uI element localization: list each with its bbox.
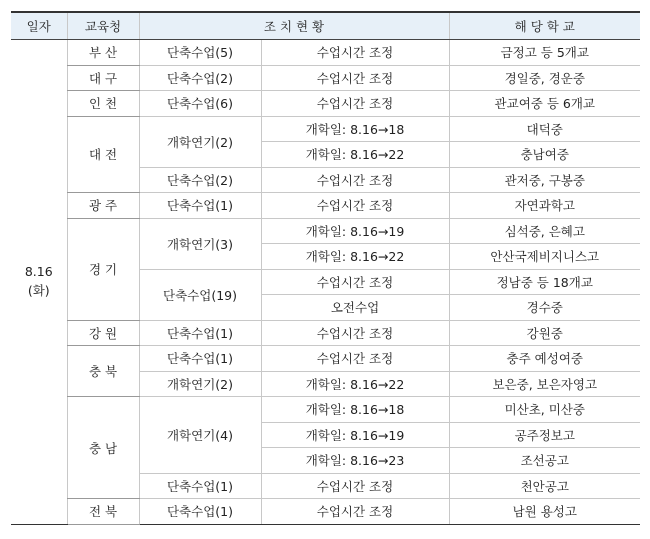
- measure-type-cell: 단축수업(1): [139, 346, 261, 372]
- region-cell: 대 전: [67, 116, 139, 193]
- measure-type-cell: 개학연기(3): [139, 218, 261, 269]
- measure-detail-cell: 개학일: 8.16→19: [261, 422, 449, 448]
- measure-type-cell: 단축수업(1): [139, 193, 261, 219]
- measure-type-cell: 개학연기(2): [139, 116, 261, 167]
- schools-cell: 충주 예성여중: [449, 346, 640, 372]
- header-office: 교육청: [67, 12, 139, 40]
- school-measures-table: [11, 11, 640, 525]
- measure-type-cell: 단축수업(2): [139, 65, 261, 91]
- region-cell: 충 남: [67, 397, 139, 499]
- measure-detail-cell: 오전수업: [261, 295, 449, 321]
- measure-type-cell: 단축수업(1): [139, 473, 261, 499]
- table-row: [11, 499, 640, 525]
- table-row: [11, 91, 640, 117]
- region-cell: 광 주: [67, 193, 139, 219]
- measure-detail-cell: 개학일: 8.16→23: [261, 448, 449, 474]
- table-row: [11, 218, 640, 244]
- measure-detail-cell: 개학일: 8.16→18: [261, 116, 449, 142]
- measure-detail-cell: 수업시간 조정: [261, 473, 449, 499]
- measure-detail-cell: 개학일: 8.16→22: [261, 142, 449, 168]
- region-cell: 강 원: [67, 320, 139, 346]
- measure-detail-cell: 개학일: 8.16→22: [261, 371, 449, 397]
- table-row: [11, 116, 640, 142]
- schools-cell: 심석중, 은혜고: [449, 218, 640, 244]
- measure-type-cell: 단축수업(5): [139, 40, 261, 66]
- schools-cell: 금정고 등 5개교: [449, 40, 640, 66]
- table-row: [11, 320, 640, 346]
- header-measures: 조 치 현 황: [139, 12, 449, 40]
- schools-cell: 강원중: [449, 320, 640, 346]
- schools-cell: 경일중, 경운중: [449, 65, 640, 91]
- table-row: [11, 65, 640, 91]
- schools-cell: 정남중 등 18개교: [449, 269, 640, 295]
- schools-cell: 남원 용성고: [449, 499, 640, 525]
- date-weekday: (화): [27, 282, 50, 298]
- schools-cell: 관교여중 등 6개교: [449, 91, 640, 117]
- measure-type-cell: 단축수업(1): [139, 320, 261, 346]
- measure-type-cell: 단축수업(19): [139, 269, 261, 320]
- measure-detail-cell: 수업시간 조정: [261, 346, 449, 372]
- measure-detail-cell: 수업시간 조정: [261, 40, 449, 66]
- header-date: 일자: [11, 12, 67, 40]
- schools-cell: 충남여중: [449, 142, 640, 168]
- schools-cell: 미산초, 미산중: [449, 397, 640, 423]
- schools-cell: 조선공고: [449, 448, 640, 474]
- measure-type-cell: 개학연기(4): [139, 397, 261, 474]
- measure-detail-cell: 개학일: 8.16→18: [261, 397, 449, 423]
- region-cell: 충 북: [67, 346, 139, 397]
- region-cell: 부 산: [67, 40, 139, 66]
- table-row: [11, 346, 640, 372]
- schools-cell: 공주정보고: [449, 422, 640, 448]
- measure-detail-cell: 수업시간 조정: [261, 320, 449, 346]
- header-row: [11, 12, 640, 40]
- measure-detail-cell: 개학일: 8.16→22: [261, 244, 449, 270]
- measure-detail-cell: 수업시간 조정: [261, 269, 449, 295]
- schools-cell: 천안공고: [449, 473, 640, 499]
- measure-detail-cell: 수업시간 조정: [261, 499, 449, 525]
- measure-detail-cell: 수업시간 조정: [261, 91, 449, 117]
- measure-detail-cell: 수업시간 조정: [261, 65, 449, 91]
- measure-type-cell: 단축수업(1): [139, 499, 261, 525]
- region-cell: 전 북: [67, 499, 139, 525]
- table-row: [11, 193, 640, 219]
- schools-cell: 안산국제비지니스고: [449, 244, 640, 270]
- table-row: [11, 397, 640, 423]
- schools-cell: 대덕중: [449, 116, 640, 142]
- measure-type-cell: 개학연기(2): [139, 371, 261, 397]
- measure-detail-cell: 개학일: 8.16→19: [261, 218, 449, 244]
- schools-cell: 경수중: [449, 295, 640, 321]
- measure-detail-cell: 수업시간 조정: [261, 193, 449, 219]
- schools-cell: 자연과학고: [449, 193, 640, 219]
- measure-type-cell: 단축수업(6): [139, 91, 261, 117]
- date-cell: [11, 40, 67, 525]
- measure-type-cell: 단축수업(2): [139, 167, 261, 193]
- date-value: 8.16: [24, 264, 53, 279]
- table-row: [11, 40, 640, 66]
- region-cell: 대 구: [67, 65, 139, 91]
- schools-cell: 보은중, 보은자영고: [449, 371, 640, 397]
- measure-detail-cell: 수업시간 조정: [261, 167, 449, 193]
- region-cell: 인 천: [67, 91, 139, 117]
- region-cell: 경 기: [67, 218, 139, 320]
- schools-cell: 관저중, 구봉중: [449, 167, 640, 193]
- header-schools: 해 당 학 교: [449, 12, 640, 40]
